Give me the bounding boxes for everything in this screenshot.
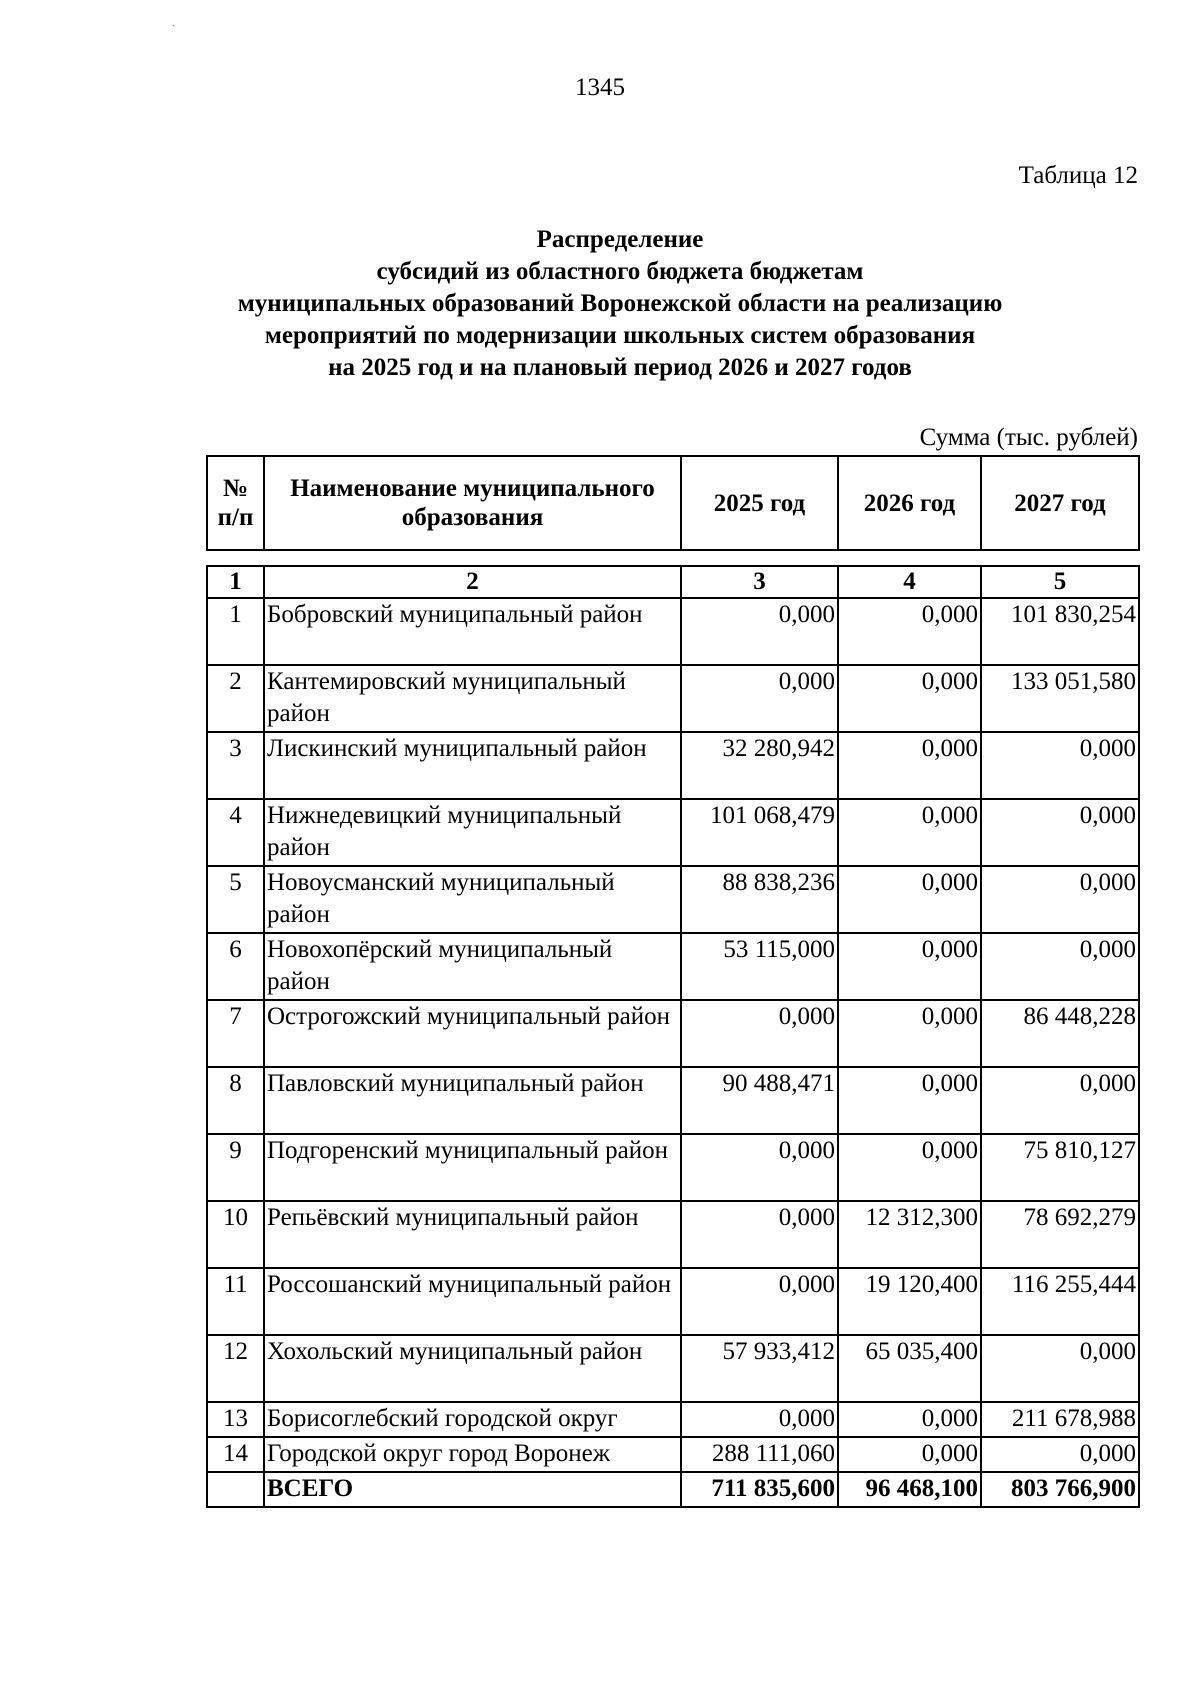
title-line: муниципальных образований Воронежской области на реализацию <box>237 290 1003 317</box>
total-2027: 803 766,900 <box>981 1472 1139 1507</box>
column-numbers-row <box>207 566 1139 598</box>
municipality-name: Новоусманский муниципальный район <box>264 866 681 933</box>
page-number: 1345 <box>575 74 625 101</box>
value-2027: 0,000 <box>981 933 1139 1000</box>
table-row <box>207 799 1139 866</box>
table-header <box>206 455 1140 551</box>
municipality-name: Россошанский муниципальный район <box>264 1268 681 1335</box>
table-row <box>207 933 1139 1000</box>
table-row <box>207 1000 1139 1067</box>
municipality-name: Хохольский муниципальный район <box>264 1335 681 1402</box>
municipality-name: Репьёвский муниципальный район <box>264 1201 681 1268</box>
value-2026: 0,000 <box>838 799 981 866</box>
row-number: 3 <box>207 732 264 799</box>
table-row <box>207 1201 1139 1268</box>
value-2027: 0,000 <box>981 1335 1139 1402</box>
value-2026: 0,000 <box>838 1437 981 1472</box>
column-number: 4 <box>838 566 981 598</box>
value-2027: 0,000 <box>981 1067 1139 1134</box>
header-2025: 2025 год <box>681 456 838 550</box>
value-2025: 90 488,471 <box>681 1067 838 1134</box>
column-number: 3 <box>681 566 838 598</box>
value-2027: 86 448,228 <box>981 1000 1139 1067</box>
row-number: 2 <box>207 665 264 732</box>
row-number: 11 <box>207 1268 264 1335</box>
table-row <box>207 598 1139 665</box>
title-line: мероприятий по модернизации школьных систем образования <box>264 322 976 349</box>
total-row <box>207 1472 1139 1507</box>
municipality-name: Городской округ город Воронеж <box>264 1437 681 1472</box>
municipality-name: Новохопёрский муниципальный район <box>264 933 681 1000</box>
value-2025: 53 115,000 <box>681 933 838 1000</box>
value-2026: 65 035,400 <box>838 1335 981 1402</box>
table-row <box>207 732 1139 799</box>
municipality-name: Лискинский муниципальный район <box>264 732 681 799</box>
total-2026: 96 468,100 <box>838 1472 981 1507</box>
value-2027: 0,000 <box>981 799 1139 866</box>
value-2025: 288 111,060 <box>681 1437 838 1472</box>
row-number: 12 <box>207 1335 264 1402</box>
municipality-name: Нижнедевицкий муниципальный район <box>264 799 681 866</box>
value-2025: 88 838,236 <box>681 866 838 933</box>
value-2025: 0,000 <box>681 1134 838 1201</box>
table-row <box>207 1402 1139 1437</box>
value-2026: 12 312,300 <box>838 1201 981 1268</box>
value-2025: 0,000 <box>681 1000 838 1067</box>
value-2025: 101 068,479 <box>681 799 838 866</box>
municipality-name: Подгоренский муниципальный район <box>264 1134 681 1201</box>
value-2026: 0,000 <box>838 866 981 933</box>
value-2025: 0,000 <box>681 1201 838 1268</box>
header-name: Наименование муниципального образования <box>264 456 681 550</box>
row-number: 6 <box>207 933 264 1000</box>
row-number: 1 <box>207 598 264 665</box>
table-label: Таблица 12 <box>1018 162 1138 189</box>
row-number: 4 <box>207 799 264 866</box>
column-number: 2 <box>264 566 681 598</box>
value-2026: 0,000 <box>838 665 981 732</box>
value-2027: 75 810,127 <box>981 1134 1139 1201</box>
municipality-name: Бобровский муниципальный район <box>264 598 681 665</box>
value-2027: 101 830,254 <box>981 598 1139 665</box>
municipality-name: Острогожский муниципальный район <box>264 1000 681 1067</box>
table-row <box>207 866 1139 933</box>
value-2026: 0,000 <box>838 1067 981 1134</box>
table-row <box>207 1134 1139 1201</box>
value-2027: 133 051,580 <box>981 665 1139 732</box>
header-2026: 2026 год <box>838 456 981 550</box>
header-2027: 2027 год <box>981 456 1139 550</box>
value-2026: 0,000 <box>838 598 981 665</box>
row-number: 10 <box>207 1201 264 1268</box>
value-2025: 0,000 <box>681 598 838 665</box>
value-2025: 57 933,412 <box>681 1335 838 1402</box>
value-2026: 0,000 <box>838 1402 981 1437</box>
table-row <box>207 1437 1139 1472</box>
header-num: № п/п <box>207 456 264 550</box>
value-2026: 0,000 <box>838 1134 981 1201</box>
value-2027: 0,000 <box>981 1437 1139 1472</box>
value-2025: 32 280,942 <box>681 732 838 799</box>
column-number: 1 <box>207 566 264 598</box>
row-number: 8 <box>207 1067 264 1134</box>
value-2026: 0,000 <box>838 933 981 1000</box>
total-number <box>207 1472 264 1507</box>
row-number: 7 <box>207 1000 264 1067</box>
title-line: Распределение <box>536 226 704 253</box>
title-line: субсидий из областного бюджета бюджетам <box>376 258 864 285</box>
value-2026: 19 120,400 <box>838 1268 981 1335</box>
value-2027: 78 692,279 <box>981 1201 1139 1268</box>
value-2027: 0,000 <box>981 866 1139 933</box>
value-2025: 0,000 <box>681 1268 838 1335</box>
table-row <box>207 1335 1139 1402</box>
value-2027: 211 678,988 <box>981 1402 1139 1437</box>
row-number: 13 <box>207 1402 264 1437</box>
total-2025: 711 835,600 <box>681 1472 838 1507</box>
row-number: 14 <box>207 1437 264 1472</box>
row-number: 9 <box>207 1134 264 1201</box>
value-2025: 0,000 <box>681 1402 838 1437</box>
value-2027: 0,000 <box>981 732 1139 799</box>
corner-mark: ˎ <box>172 16 176 27</box>
value-2026: 0,000 <box>838 732 981 799</box>
value-2025: 0,000 <box>681 665 838 732</box>
total-label: ВСЕГО <box>264 1472 681 1507</box>
subsidy-table <box>206 565 1140 1508</box>
municipality-name: Павловский муниципальный район <box>264 1067 681 1134</box>
table-row <box>207 665 1139 732</box>
value-2027: 116 255,444 <box>981 1268 1139 1335</box>
column-number: 5 <box>981 566 1139 598</box>
municipality-name: Борисоглебский городской округ <box>264 1402 681 1437</box>
row-number: 5 <box>207 866 264 933</box>
table-row <box>207 1268 1139 1335</box>
municipality-name: Кантемировский муниципальный район <box>264 665 681 732</box>
table-row <box>207 1067 1139 1134</box>
value-2026: 0,000 <box>838 1000 981 1067</box>
title-line: на 2025 год и на плановый период 2026 и 2027 годов <box>328 354 912 381</box>
document-title <box>150 224 1090 384</box>
units-label: Сумма (тыс. рублей) <box>919 424 1138 451</box>
